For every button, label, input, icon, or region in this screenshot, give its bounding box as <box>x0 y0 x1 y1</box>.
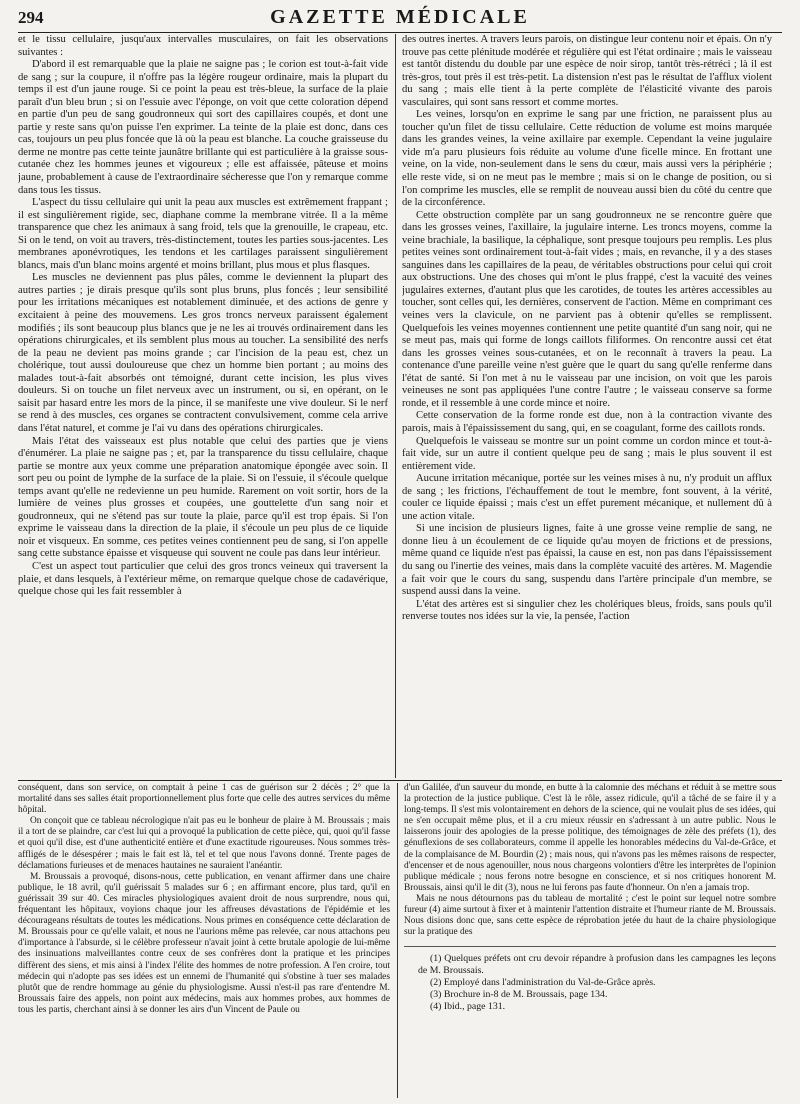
paragraph: Cette obstruction complète par un sang goudronneux ne se rencontre guère que dans les grosses veines, l'axillaire, la jugulaire interne. Les troncs moyens, comme la veine brachiale, la basilique, la céphalique, sont presque toujours peu remplis. Les plus petites veines sont ordinairement tout-à-fait vides ; mais, en revanche, il y a des stases sanguines dans les capillaires de la peau, de véritables obstructions pour celui qui croit aux obstructions. Une des choses qui m'ont le plus frappé, c'est la vacuité des veines jugulaires externes, d'autant plus que les carotides, de toutes les artères accessibles au toucher, sont celles qui, les dernières, conservent de l'action. Même en comprimant ces veines vers la clavicule, on ne parvient pas à obtenir qu'elles se remplissent. Quelquefois les veines moyennes contiennent une petite quantité d'un sang noir, qui ne se meut pas, mais qui forme de longs caillots filiformes. On rencontre aussi cet état dans les grosses veines sous-cutanées, et on le reconnaît à travers la peau. La contenance d'une pareille veine n'est guère que le quart du sang qu'elle renferme dans l'état de santé. Si l'on met à nu le vaisseau par une incision, on voit que les parois veineuses ne sont pas appliquées l'une contre l'autre ; le vaisseau conserve sa forme ronde, et il ressemble à une corde mince et noire. <box>402 209 772 409</box>
paragraph: C'est un aspect tout particulier que celui des gros troncs veineux qui traversent la plaie, et dans lesquels, à l'extérieur même, on remarque quelque chose de cadavérique, quelque chose qui les fait ressembler à <box>18 560 388 598</box>
newspaper-page <box>18 6 782 1098</box>
paragraph: conséquent, dans son service, on comptait à peine 1 cas de guérison sur 2 décès ; 2° que la mortalité dans ses salles était proportionnellement plus forte que celle des autres services du même hôpital. <box>18 783 390 816</box>
bottom-left-column <box>18 783 390 1098</box>
page-header <box>18 6 782 33</box>
paragraph: et le tissu cellulaire, jusqu'aux intervalles musculaires, on fait les observations suivantes : <box>18 34 388 58</box>
page-number: 294 <box>18 8 44 27</box>
bottom-right-column <box>404 783 776 1098</box>
paragraph: Les muscles ne deviennent pas plus pâles, comme le deviennent la plupart des autres parties ; je dirais presque qu'ils sont plus bruns, plus foncés ; leur sensibilité pour les irritations mécaniques est notablement diminuée, et des actions de genre y excitaient à peine des mouvemens. Les gros troncs nerveux paraissent également modifiés ; ils sont beaucoup plus blancs que je ne les ai trouvés ordinairement dans les opérations chirurgicales, et ils semblent plus mous au toucher. La sensibilité des nerfs de la peau ne devient pas moins grande ; car l'incision de la peau est, chez un cholérique, tout aussi douloureuse que chez un homme bien portant ; au moins des malades tout-à-fait absorbés ont témoigné, durant cette incision, les plus vives douleurs. Si on touche un filet nerveux avec un instrument, ou si, en opérant, on le saisit par hasard entre les mors de la pince, il se manifeste une vive douleur. Si le nerf se rend à des muscles, ces organes se contractent convulsivement, comme cela arrive dans l'état naturel, et comme je l'ai vu dans des opérations chirurgicales. <box>18 272 388 434</box>
footnote: (2) Employé dans l'administration du Val-de-Grâce après. <box>430 977 656 989</box>
paragraph: Quelquefois le vaisseau se montre sur un point comme un cordon mince et tout-à-fait vide, sur un autre il contient quelque peu de sang ; mais le plus souvent il est entièrement vide. <box>402 435 772 472</box>
feuilleton-section <box>18 783 782 1098</box>
left-column <box>18 34 388 778</box>
footnote: (1) Quelques préfets ont cru devoir répandre à profusion dans les campagnes les leçons de M. Broussais. <box>418 953 776 977</box>
section-divider <box>18 780 782 781</box>
paragraph: Si une incision de plusieurs lignes, faite à une grosse veine remplie de sang, ne donne lieu à un écoulement de ce liquide qu'au moyen de frictions et de pressions, même quand ce liquide n'est pas épaissi, la cause en est, non pas dans l'épaississement du sang ou l'inertie des veines, mais dans la complète vacuité des artères. M. Magendie a fait voir que le cours du sang, suspendu dans l'artère principale d'un membre, se suspend aussi dans la veine. <box>402 523 772 598</box>
paragraph: Les veines, lorsqu'on en exprime le sang par une friction, ne paraissent plus au toucher qu'un filet de tissu cellulaire. Cette réduction de volume est moins marquée dans les grandes veines, la veine axillaire par exemple. Cependant la veine jugulaire vide m'a paru plusieurs fois réduite au volume d'une ficelle mince. En frottant une veine, on la vide, non-seulement dans le sens du cœur, mais aussi vers la périphérie ; elle reste vide, si on ne meut pas le membre ; mais si on le change de position, ou si l'on comprime les muscles, elle se remplit de nouveau aussi bien du côté du centre que de la circonférence. <box>402 109 772 209</box>
footnote: (3) Brochure in-8 de M. Broussais, page 134. <box>430 989 608 1001</box>
paragraph: D'abord il est remarquable que la plaie ne saigne pas ; le corion est tout-à-fait vide de sang ; sur la coupure, il n'offre pas la légère rougeur ordinaire, mais la plupart du temps il est d'un jaune rouge. Si ce point la peau est très-bleue, la surface de la plaie paraît d'un bleu brun ; si on l'essuie avec l'éponge, on voit que cette coloration dépend en partie d'un peu de sang goudronneux qui sort des capillaires coupés, et dont une partie y reste sans qu'on puisse l'en exprimer. La teinte de la plaie est donc, dans ces cas, toujours un peu plus foncée que là où la peau est blanche. La couche graisseuse du derme ne montre pas cette teinte jaunâtre brillante qui est particulière à la graisse sous-cutanée chez les hommes jeunes et vigoureux ; elle est affaissée, pâteuse et moins jaune, probablement à cause de l'extraordinaire sécheresse que l'on y remarque comme dans tous les tissus. <box>18 59 388 196</box>
paragraph: L'état des artères est si singulier chez les cholériques bleus, froids, sans pouls qu'il renverse toutes nos idées sur la vie, la pensée, l'action <box>402 598 772 623</box>
paragraph: On conçoit que ce tableau nécrologique n'ait pas eu le bonheur de plaire à M. Broussais ; mais il a tort de se plaindre, car c'est lui qui a provoqué la publication de cette pièce, qui, quoi qu'il fasse et quoi qu'il dise, est d'une authenticité entière et d'une exactitude rigoureuses. Nous sommes très-affligés de le désespérer ; mais le fait est là, tel et tel que nous l'avons donné. Trente pages de déclamations furieuses et de menaces hautaines ne sauraient l'anéantir. <box>18 816 390 871</box>
footnote-rule <box>404 946 776 947</box>
paragraph: Cette conservation de la forme ronde est due, non à la contraction vivante des parois, mais à l'épaississement du sang, qui, en se coagulant, forme des caillots ronds. <box>402 410 772 434</box>
column-divider <box>397 783 398 1098</box>
footnote: (4) Ibid., page 131. <box>430 1001 506 1013</box>
paragraph: Mais ne nous détournons pas du tableau de mortalité ; c'est le point sur lequel notre sombre fureur (4) aime surtout à fixer et à maintenir l'attention distraite et l'humeur riante de M. Broussais. Nous disions donc que, sans cette espèce de réprobation jetée du haut de la chaire physiologique sur la pratique des <box>404 893 776 938</box>
page-title: GAZETTE MÉDICALE <box>270 6 530 28</box>
paragraph: Mais l'état des vaisseaux est plus notable que celui des parties que je viens d'énumérer. La plaie ne saigne pas ; et, par la transparence du tissu cellulaire, chaque partie se montre aux yeux comme une préparation anatomique épongée avec soin. Il sort peu ou point de lymphe de la surface de la plaie. Si on l'essuie, il s'écoule quelque temps avant qu'elle ne redevienne un peu humide. Rarement on voit sortir, hors de la lumière de veines plus grosses et coupées, une gouttelette d'un sang noir et goudronneux, qui ne s'étend pas sur toute la plaie, parce qu'il est trop épais. Si l'on exprime le vaisseau dans la direction de la plaie, il s'écoule un peu plus de ce liquide noir et visqueux. En somme, ces petites veines contiennent peu de sang, si l'on appelle sang cette substance épaisse et visqueuse qui souvent ne coule pas dans leur intérieur. <box>18 435 388 560</box>
paragraph: Aucune irritation mécanique, portée sur les veines mises à nu, n'y produit un afflux de sang ; les frictions, l'échauffement de tout le membre, font souvent, à la vérité, couler ce liquide épaissi ; mais c'est un effet purement mécanique, et nullement dû à une action vitale. <box>402 473 772 522</box>
paragraph: d'un Galilée, d'un sauveur du monde, en butte à la calomnie des méchans et réduit à se mettre sous la protection de la justice publique. C'est là le rôle, assez ridicule, qu'il a tâché de se faire il y a long-temps. Il s'est mis volontairement en dehors de la science, qui ne voulait plus de ses idées, qui ne s'en occupait même plus, et il a cru mieux réussir en s'adressant à un autre public. Nous le laisserons jouir des apologies de la presse politique, des témoignages de zèle des préfets (1), des génuflexions de ses collaborateurs, comme il appelle les honorables médecins du Val-de-Grâce, et de la complaisance de M. Bourdin (2) ; mais nous, qui n'avons pas les mêmes raisons de respecter, d'encenser et de nous agenouiller, nous nous chargeons volontiers d'être les interprètes de l'opinion publique médicale ; nous ferons notre besogne en conscience, et si nos critiques honorent M. Broussais, ainsi qu'il le dit (3), nous ne lui ferons pas faute d'honneur. On n'en a jamais trop. <box>404 783 776 893</box>
paragraph: des outres inertes. A travers leurs parois, on distingue leur contenu noir et épais. On n'y trouve pas cette plénitude modérée et régulière qui est l'état ordinaire ; mais le vaisseau est tantôt distendu du double par une espèce de noir sirop, tantôt très-rétréci ; là il est très-gros, tout près il est très-petit. La distension n'est pas le résultat de l'afflux violent du sang ; mais elle tient à la perte complète de l'élasticité vivante des parois vasculaires, qui sont sans ressort et comme mortes. <box>402 34 772 108</box>
main-article <box>18 34 782 778</box>
paragraph: M. Broussais a provoqué, disons-nous, cette publication, en venant affirmer dans une chaire publique, le 18 avril, qu'il guérissait 5 malades sur 6 ; en affirmant encore, plus tard, qu'il en guérissait 39 sur 40. Ces miracles physiologiques avaient droit de nous surprendre, nous qui, fréquentant les hôpitaux, voyions chaque jour les affreuses dévastations de l'épidémie et les décourageans résultats de toutes les médications. Nous primes en conséquence cette déclaration de M. Broussais pour ce qu'elle valait, et nous ne l'aurions même pas relevée, car nous attachons peu d'importance à l'absurde, si le célèbre professeur n'avait joint à cette brutale apologie de lui-même des insinuations malveillantes contre ceux de ses confrères dont la pratique et les principes diffèrent des siens, et mis ainsi à l'index l'élite des hommes de notre profession. A l'en croire, tout médecin qui n'adopte pas ses idées est un ennemi de l'humanité qui s'obstine à tuer ses malades plutôt que de rendre hommage au génie du physiologisme. Aussi n'est-il pas rare d'entendre M. Broussais faire des appels, non point aux médecins, mais aux hommes probes, aux hommes de tous les partis, cherchant ainsi à se donner les airs d'un Vincent de Paule ou <box>18 871 390 1015</box>
right-column <box>402 34 772 778</box>
paragraph: L'aspect du tissu cellulaire qui unit la peau aux muscles est extrêmement frappant ; il est singulièrement rigide, sec, diaphane comme la membrane vitrée. Il a la même transparence que chez les animaux à sang froid, tels que la grenouille, le crapeau, etc. Si on le tend, on voit au travers, très-distinctement, toutes les parties sous-jacentes. Les membranes aponévrotiques, les tendons et les cartilages paraissent singulièrement blancs, mais d'un blanc moins argenté et moins brillant, plus mous et plus flasques. <box>18 197 388 271</box>
column-divider <box>395 34 396 778</box>
